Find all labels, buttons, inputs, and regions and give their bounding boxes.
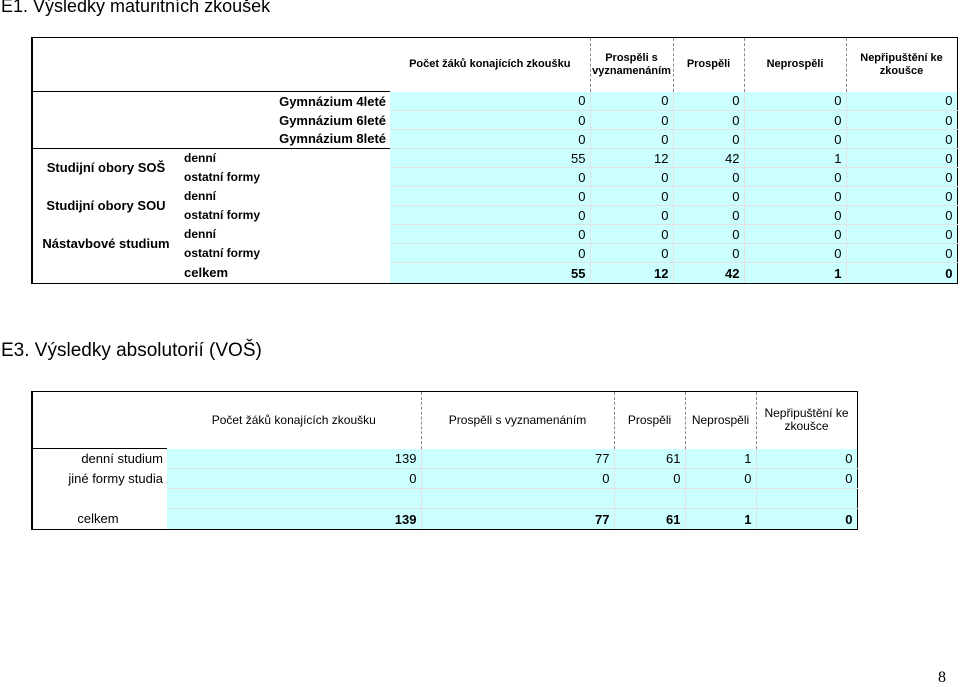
cell: 0 — [846, 149, 957, 168]
header-passed: Prospěli — [673, 38, 744, 92]
cell: 0 — [673, 225, 744, 244]
cell: 55 — [390, 149, 590, 168]
cell: 0 — [846, 111, 957, 130]
cell: 0 — [846, 206, 957, 225]
cell: 61 — [614, 449, 685, 469]
group-label: Studijní obory SOU — [32, 187, 179, 225]
cell: 0 — [744, 225, 846, 244]
cell: 0 — [744, 111, 846, 130]
cell: 0 — [846, 92, 957, 111]
cell: 0 — [846, 244, 957, 263]
cell: 0 — [744, 244, 846, 263]
cell: 0 — [390, 225, 590, 244]
cell: 0 — [590, 206, 673, 225]
cell: 0 — [744, 92, 846, 111]
cell: 0 — [756, 509, 857, 530]
header-failed: Neprospěli — [744, 38, 846, 92]
row-label: Gymnázium 4leté — [179, 92, 390, 111]
table1-header-row — [32, 38, 957, 92]
header-not-admitted: Nepřipuštění ke zkoušce — [846, 38, 957, 92]
table-row — [32, 149, 957, 168]
cell: 0 — [846, 225, 957, 244]
sub-label: denní — [184, 189, 216, 203]
cell: 0 — [756, 469, 857, 489]
cell: 0 — [756, 449, 857, 469]
cell: 1 — [685, 449, 756, 469]
maturity-results-table — [31, 37, 958, 284]
total-row — [32, 509, 857, 530]
table-row — [32, 92, 957, 111]
group-label: Nástavbové studium — [32, 225, 179, 263]
page-number: 8 — [938, 669, 946, 686]
table-row — [32, 130, 957, 149]
cell: 42 — [673, 149, 744, 168]
cell: 0 — [846, 168, 957, 187]
cell: 55 — [390, 263, 590, 284]
header-honors: Prospěli s vyznamenáním — [421, 392, 614, 449]
row-label: denní studium — [32, 449, 167, 469]
cell: 1 — [685, 509, 756, 530]
sub-label: ostatní formy — [184, 170, 261, 184]
cell: 0 — [390, 168, 590, 187]
sub-label: denní — [179, 149, 390, 168]
cell: 77 — [421, 449, 614, 469]
cell: 0 — [590, 225, 673, 244]
cell: 0 — [846, 187, 957, 206]
total-label: celkem — [32, 509, 167, 530]
cell: 1 — [744, 149, 846, 168]
cell: 0 — [673, 244, 744, 263]
table-row — [32, 449, 857, 469]
cell: 0 — [590, 244, 673, 263]
cell: 0 — [390, 130, 590, 149]
row-label: Gymnázium 8leté — [279, 131, 387, 147]
header-not-admitted: Nepřipuštění ke zkoušce — [756, 392, 857, 449]
section1-title: E1. Výsledky maturitních zkoušek — [1, 0, 271, 16]
cell: 0 — [390, 244, 590, 263]
header-count: Počet žáků konajících zkoušku — [390, 38, 590, 92]
sub-label: ostatní formy — [184, 246, 261, 260]
table-row — [32, 225, 957, 244]
cell: 0 — [673, 111, 744, 130]
cell: 0 — [421, 469, 614, 489]
cell: 0 — [685, 469, 756, 489]
header-honors: Prospěli s vyznamenáním — [590, 38, 673, 92]
cell: 139 — [167, 509, 421, 530]
row-label: jiné formy studia — [32, 469, 167, 489]
table2-header-row — [32, 392, 857, 449]
cell: 0 — [390, 111, 590, 130]
cell: 12 — [590, 263, 673, 284]
cell: 139 — [167, 449, 421, 469]
table-row — [32, 187, 957, 206]
cell: 0 — [614, 469, 685, 489]
cell: 0 — [744, 130, 846, 149]
group-label: Studijní obory SOŠ — [32, 149, 179, 187]
cell: 42 — [673, 263, 744, 284]
absolutorium-results-table — [31, 391, 858, 530]
total-label: celkem — [179, 263, 390, 284]
cell: 77 — [421, 509, 614, 530]
header-passed: Prospěli — [614, 392, 685, 449]
cell: 0 — [673, 187, 744, 206]
cell: 12 — [590, 149, 673, 168]
cell: 61 — [614, 509, 685, 530]
sub-label: denní — [184, 227, 216, 241]
cell: 0 — [846, 263, 957, 284]
table-row — [32, 469, 857, 489]
cell: 0 — [167, 469, 421, 489]
cell: 0 — [744, 206, 846, 225]
cell: 0 — [590, 168, 673, 187]
section2-title: E3. Výsledky absolutorií (VOŠ) — [1, 340, 262, 361]
cell: 0 — [744, 168, 846, 187]
header-count: Počet žáků konajících zkoušku — [167, 392, 421, 449]
total-row — [32, 263, 957, 284]
header-failed: Neprospěli — [685, 392, 756, 449]
cell: 0 — [390, 187, 590, 206]
cell: 0 — [673, 206, 744, 225]
row-label: Gymnázium 6leté — [279, 112, 387, 128]
cell: 0 — [390, 206, 590, 225]
cell: 1 — [744, 263, 846, 284]
cell: 0 — [590, 111, 673, 130]
cell: 0 — [846, 130, 957, 149]
cell: 0 — [590, 187, 673, 206]
cell: 0 — [590, 92, 673, 111]
table-row — [32, 111, 957, 130]
cell: 0 — [590, 130, 673, 149]
cell: 0 — [673, 130, 744, 149]
cell: 0 — [673, 168, 744, 187]
empty-row — [32, 489, 857, 509]
cell: 0 — [744, 187, 846, 206]
sub-label: ostatní formy — [184, 208, 261, 222]
cell: 0 — [673, 92, 744, 111]
cell: 0 — [390, 92, 590, 111]
